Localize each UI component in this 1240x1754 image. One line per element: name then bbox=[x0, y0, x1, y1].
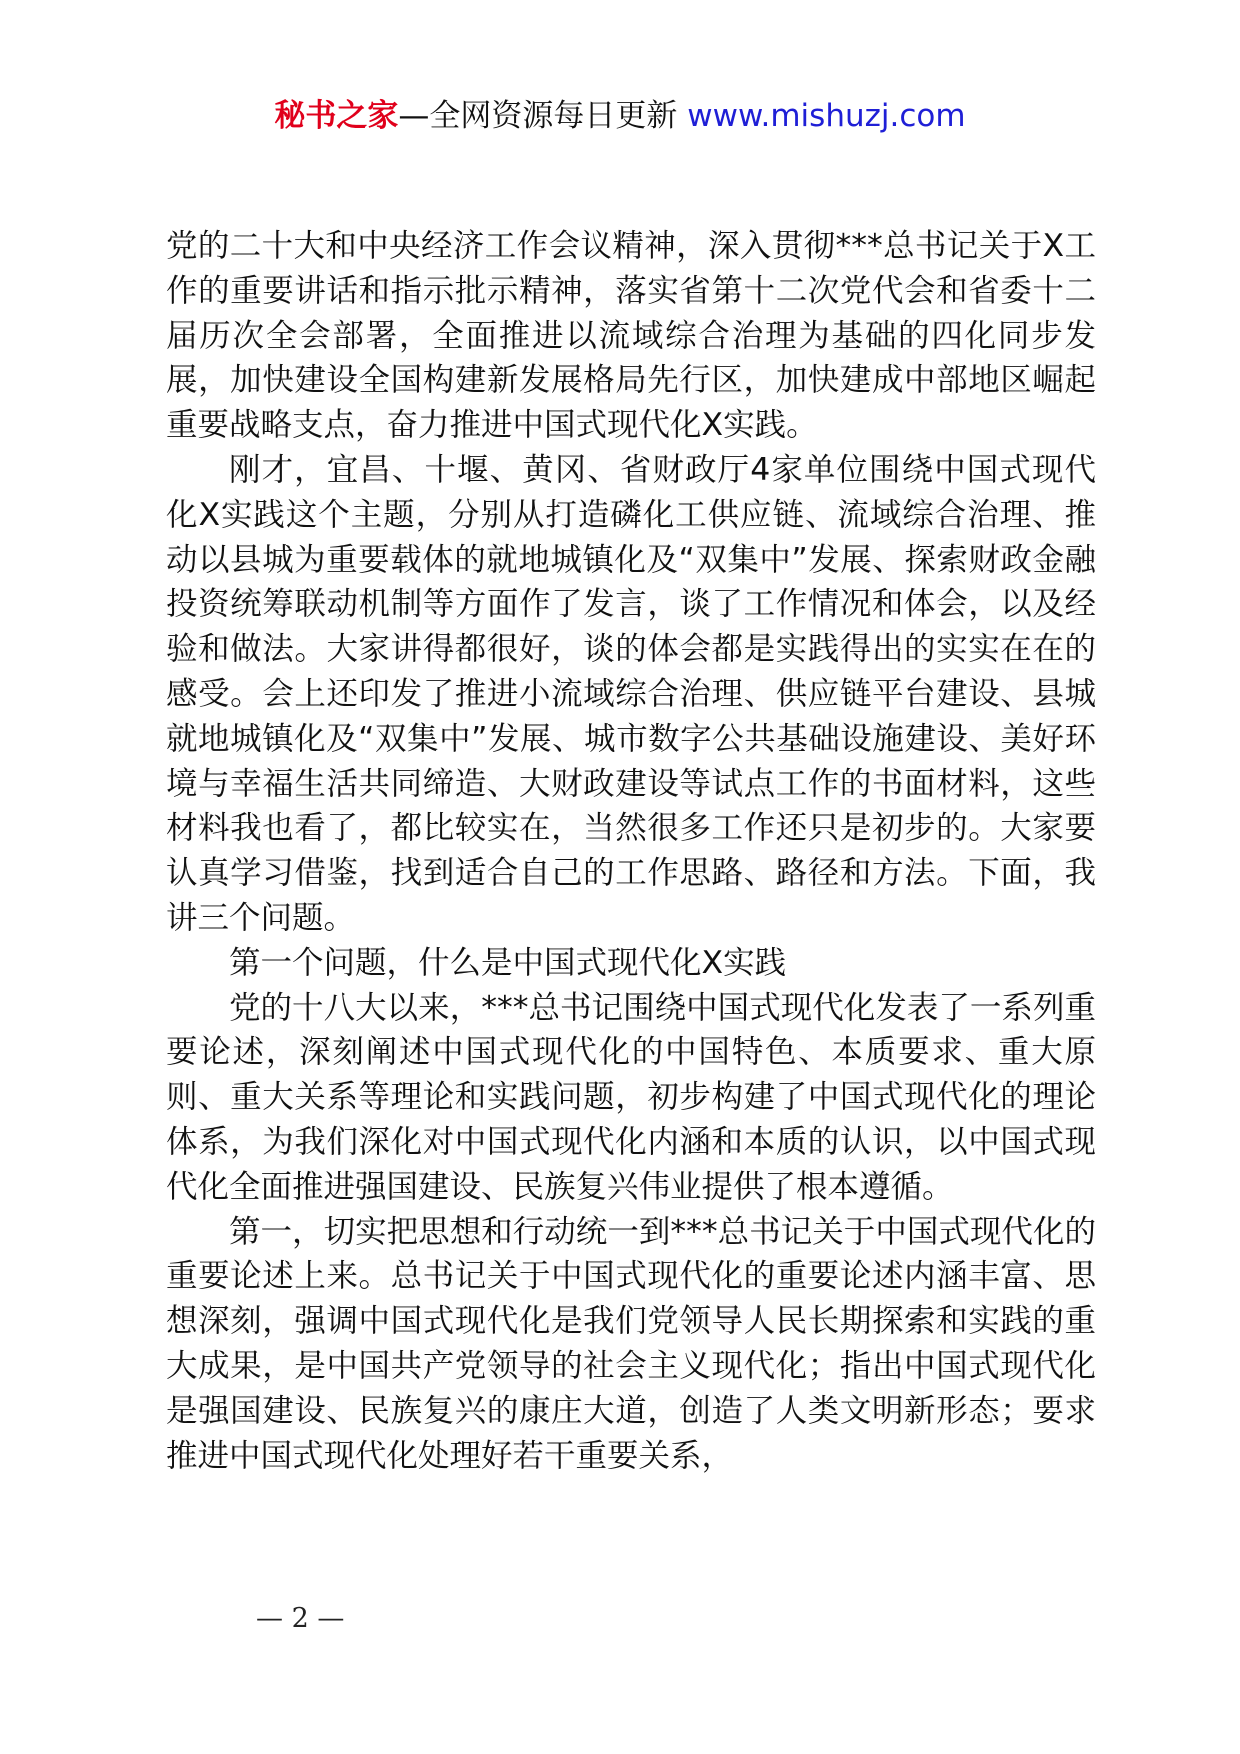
body-paragraph: 党的十八大以来，***总书记围绕中国式现代化发表了一系列重要论述，深刻阐述中国式现代化的中国特色、本质要求、重大原则、重大关系等理论和实践问题，初步构建了中国式现代化的理论体系，为我们深化对中国式现代化内涵和本质的认识，以中国式现代化全面推进强国建设、民族复兴伟业提供了根本遵循。 bbox=[166, 989, 1096, 1205]
document-body bbox=[166, 224, 1096, 1478]
site-header bbox=[0, 96, 1240, 136]
body-paragraph: 党的二十大和中央经济工作会议精神，深入贯彻***总书记关于X工作的重要讲话和指示批示精神，落实省第十二次党代会和省委十二届历次全会部署，全面推进以流域综合治理为基础的四化同步发展，加快建设全国构建新发展格局先行区，加快建成中部地区崛起重要战略支点，奋力推进中国式现代化X实践。 bbox=[166, 228, 1096, 444]
page-number: — 2 — bbox=[256, 1603, 345, 1634]
site-url-link[interactable]: www.mishuzj.com bbox=[687, 98, 966, 134]
section-heading: 第一个问题，什么是中国式现代化X实践 bbox=[229, 944, 787, 981]
body-paragraph: 第一，切实把思想和行动统一到***总书记关于中国式现代化的重要论述上来。总书记关于中国式现代化的重要论述内涵丰富、思想深刻，强调中国式现代化是我们党领导人民长期探索和实践的重大成果，是中国共产党领导的社会主义现代化；指出中国式现代化是强国建设、民族复兴的康庄大道，创造了人类文明新形态；要求推进中国式现代化处理好若干重要关系， bbox=[166, 1213, 1096, 1474]
body-paragraph: 刚才，宜昌、十堰、黄冈、省财政厅4家单位围绕中国式现代化X实践这个主题，分别从打造磷化工供应链、流域综合治理、推动以县城为重要载体的就地城镇化及“双集中”发展、探索财政金融投资统筹联动机制等方面作了发言，谈了工作情况和体会，以及经验和做法。大家讲得都很好，谈的体会都是实践得出的实实在在的感受。会上还印发了推进小流域综合治理、供应链平台建设、县城就地城镇化及“双集中”发展、城市数字公共基础设施建设、美好环境与幸福生活共同缔造、大财政建设等试点工作的书面材料，这些材料我也看了，都比较实在，当然很多工作还只是初步的。大家要认真学习借鉴，找到适合自己的工作思路、路径和方法。下面，我讲三个问题。 bbox=[166, 451, 1096, 936]
site-tagline: —全网资源每日更新 bbox=[398, 98, 688, 134]
site-brand: 秘书之家 bbox=[274, 98, 399, 134]
